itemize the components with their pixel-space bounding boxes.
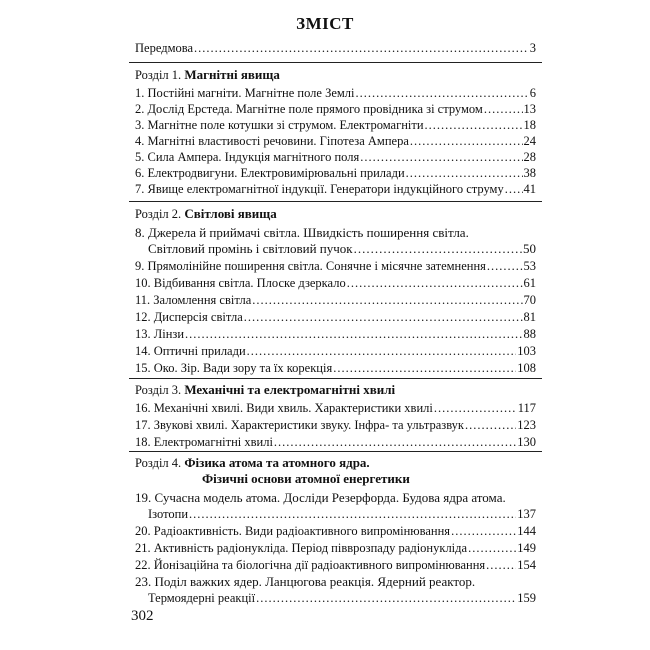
entry-page: 18 <box>523 118 536 132</box>
section-name: Фізика атома та атомного ядра. <box>184 455 370 470</box>
section-divider <box>129 451 542 452</box>
leader-dots <box>347 275 523 291</box>
entry-text: 9. Прямолінійне поширення світла. Сонячне і місячне затемнення <box>135 259 486 273</box>
leader-dots <box>185 326 522 342</box>
page-number: 302 <box>131 608 154 624</box>
leader-dots <box>468 540 516 556</box>
section-label: Розділ 4. <box>135 456 182 470</box>
leader-dots <box>465 417 516 433</box>
leader-dots <box>189 506 516 522</box>
entry-page: 24 <box>523 134 536 148</box>
entry-page: 117 <box>517 401 536 415</box>
entry-text: 21. Активність радіонукліда. Період півврозпаду радіонукліда <box>135 541 468 555</box>
leader-dots <box>486 557 516 573</box>
entry-page: 137 <box>517 507 536 521</box>
entry-page: 70 <box>523 293 536 307</box>
entry-text: Термоядерні реакції <box>148 591 256 605</box>
toc-entry <box>135 434 536 450</box>
entry-page: 154 <box>517 558 536 572</box>
toc-entry <box>135 343 536 359</box>
entry-page: 3 <box>529 41 536 55</box>
entry-text: 16. Механічні хвилі. Види хвиль. Характеристики хвилі <box>135 401 433 415</box>
entry-page: 144 <box>517 524 536 538</box>
entry-text: 6. Електродвигуни. Електровимірювальні прилади <box>135 166 405 180</box>
entry-page: 28 <box>523 150 536 164</box>
toc-entry <box>135 258 536 274</box>
entry-text: 23. Поділ важких ядер. Ланцюгова реакція. Ядерний реактор. <box>135 574 476 589</box>
leader-dots <box>256 590 516 606</box>
entry-page: 50 <box>523 241 536 256</box>
section-divider <box>129 62 542 63</box>
toc-entry <box>135 523 536 539</box>
entry-page: 81 <box>523 310 536 324</box>
section-heading-4 <box>135 455 536 471</box>
leader-dots <box>252 292 522 308</box>
leader-dots <box>244 309 523 325</box>
entry-text: 7. Явище електромагнітної індукції. Генератори індукційного струму <box>135 182 504 196</box>
toc-entry <box>148 506 536 522</box>
section-label: Розділ 1. <box>135 68 182 82</box>
leader-dots <box>451 523 516 539</box>
entry-text: 18. Електромагнітні хвилі <box>135 435 273 449</box>
toc-entry <box>135 275 536 291</box>
toc-entry <box>135 117 536 133</box>
toc-entry <box>135 360 536 376</box>
entry-text: Ізотопи <box>148 507 189 521</box>
entry-text: 14. Оптичні прилади <box>135 344 246 358</box>
section-heading-2 <box>135 206 536 222</box>
entry-page: 88 <box>523 327 536 341</box>
entry-page: 103 <box>517 344 536 358</box>
section-name: Механічні та електромагнітні хвилі <box>184 382 396 397</box>
entry-page: 13 <box>523 102 536 116</box>
section-name: Магнітні явища <box>184 67 280 82</box>
entry-text: Світловий промінь і світловий пучок <box>148 241 353 256</box>
entry-text: 1. Постійні магніти. Магнітне поле Землі <box>135 86 355 100</box>
entry-text: 17. Звукові хвилі. Характеристики звуку. Інфра- та ультразвук <box>135 418 464 432</box>
toc-entry <box>135 417 536 433</box>
entry-text: 2. Дослід Ерстеда. Магнітне поле прямого провідника зі струмом <box>135 102 483 116</box>
entry-page: 130 <box>517 435 536 449</box>
toc-entry <box>135 292 536 308</box>
entry-page: 108 <box>517 361 536 375</box>
entry-page: 159 <box>517 591 536 605</box>
entry-page: 6 <box>529 86 536 100</box>
section-label: Розділ 2. <box>135 207 182 221</box>
toc-entry <box>135 400 536 416</box>
leader-dots <box>354 241 522 257</box>
toc-entry <box>135 490 536 506</box>
entry-page: 53 <box>523 259 536 273</box>
section-divider <box>129 378 542 379</box>
section-heading-3 <box>135 382 536 398</box>
entry-text: 8. Джерела й приймачі світла. Швидкість поширення світла. <box>135 225 469 240</box>
entry-page: 61 <box>523 276 536 290</box>
leader-dots <box>194 40 529 56</box>
leader-dots <box>333 360 516 376</box>
toc-entry <box>148 241 536 257</box>
toc-entry <box>148 590 536 606</box>
leader-dots <box>425 117 523 133</box>
leader-dots <box>410 133 523 149</box>
entry-text: 4. Магнітні властивості речовини. Гіпотеза Ампера <box>135 134 409 148</box>
entry-page: 149 <box>517 541 536 555</box>
entry-page: 38 <box>523 166 536 180</box>
entry-text: 3. Магнітне поле котушки зі струмом. Електромагніти <box>135 118 424 132</box>
leader-dots <box>484 101 523 117</box>
entry-text: 12. Дисперсія світла <box>135 310 243 324</box>
leader-dots <box>274 434 516 450</box>
toc-entry <box>135 85 536 101</box>
section-heading-1 <box>135 67 536 83</box>
toc-entry <box>135 149 536 165</box>
entry-page: 123 <box>517 418 536 432</box>
leader-dots <box>247 343 517 359</box>
section-label: Розділ 3. <box>135 383 182 397</box>
entry-text: 22. Йонізаційна та біологічна дії радіоактивного випромінювання <box>135 558 486 572</box>
toc-entry <box>135 309 536 325</box>
section-divider <box>129 201 542 202</box>
page-title: ЗМІСТ <box>296 14 354 33</box>
toc-entry <box>135 101 536 117</box>
entry-text: 11. Заломлення світла <box>135 293 252 307</box>
toc-entry <box>135 557 536 573</box>
leader-dots <box>360 149 522 165</box>
entry-text: 5. Сила Ампера. Індукція магнітного поля <box>135 150 360 164</box>
toc-entry-preface <box>135 40 536 56</box>
entry-text: Передмова <box>135 41 194 55</box>
toc-entry <box>135 326 536 342</box>
entry-text: 15. Око. Зір. Вади зору та їх корекція <box>135 361 333 375</box>
leader-dots <box>434 400 517 416</box>
entry-text: 19. Сучасна модель атома. Досліди Резерфорда. Будова ядра атома. <box>135 490 506 505</box>
leader-dots <box>356 85 529 101</box>
toc-entry <box>135 540 536 556</box>
leader-dots <box>406 165 523 181</box>
toc-entry <box>135 225 536 241</box>
entry-text: 13. Лінзи <box>135 327 185 341</box>
entry-text: 20. Радіоактивність. Види радіоактивного випромінювання <box>135 524 451 538</box>
toc-entry <box>135 165 536 181</box>
leader-dots <box>505 181 523 197</box>
toc-entry <box>135 133 536 149</box>
entry-text: 10. Відбивання світла. Плоске дзеркало <box>135 276 346 290</box>
entry-page: 41 <box>523 182 536 196</box>
toc-entry <box>135 181 536 197</box>
toc-entry <box>135 574 536 590</box>
section-name: Світлові явища <box>184 206 277 221</box>
section-name-continued: Фізичні основи атомної енергетики <box>202 471 410 486</box>
leader-dots <box>487 258 523 274</box>
